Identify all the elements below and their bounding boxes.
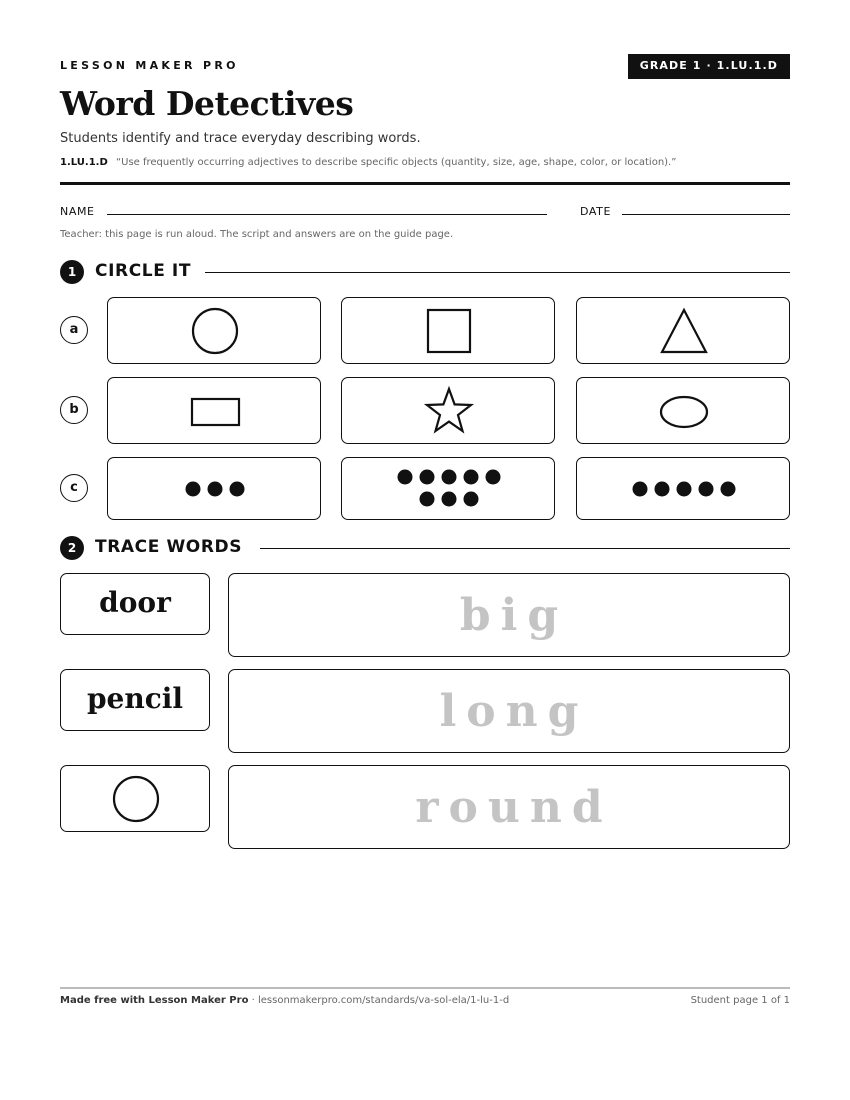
section-number: 2 <box>60 536 84 560</box>
three-dots-icon <box>108 458 322 521</box>
trace-box[interactable] <box>228 765 790 849</box>
header-divider <box>60 182 790 185</box>
circle-icon <box>108 298 322 365</box>
triangle-icon <box>577 298 791 365</box>
footer-divider <box>60 987 790 989</box>
rectangle-icon <box>108 378 322 445</box>
option-triangle[interactable] <box>576 297 790 364</box>
prompt-picture-box <box>60 765 210 832</box>
trace-word: big <box>459 590 569 641</box>
trace-word: long <box>439 686 589 737</box>
eight-dots-icon <box>342 458 556 521</box>
standard-code: 1.LU.1.D <box>60 157 108 168</box>
oval-icon <box>577 378 791 445</box>
name-label: NAME <box>60 205 95 218</box>
row-letter-c: c <box>60 474 88 502</box>
standard-line <box>60 157 676 168</box>
prompt-word: pencil <box>86 682 184 715</box>
worksheet-page <box>60 0 790 1100</box>
footer-credit <box>60 995 509 1006</box>
section-title: CIRCLE IT <box>95 261 192 281</box>
row-letter-b: b <box>60 396 88 424</box>
section-trace-words-header <box>60 536 790 560</box>
name-field[interactable] <box>107 214 547 215</box>
section-rule <box>205 272 790 273</box>
teacher-note: Teacher: this page is run aloud. The script and answers are on the guide page. <box>60 229 454 240</box>
footer-made-with: Made free with Lesson Maker Pro <box>60 995 249 1006</box>
five-dots-icon <box>577 458 791 521</box>
star-icon <box>342 378 556 445</box>
date-label: DATE <box>580 205 612 218</box>
prompt-word-box <box>60 573 210 635</box>
prompt-word-box <box>60 669 210 731</box>
footer-url[interactable]: · lessonmakerpro.com/standards/va-sol-ela/1-lu-1-d <box>248 995 510 1006</box>
footer-page-info: Student page 1 of 1 <box>690 995 790 1006</box>
date-field[interactable] <box>622 214 790 215</box>
brand-name: LESSON MAKER PRO <box>60 59 239 72</box>
prompt-word: door <box>99 586 171 619</box>
circle-icon <box>61 766 211 833</box>
page-subtitle: Students identify and trace everyday describing words. <box>60 131 421 146</box>
section-title: TRACE WORDS <box>95 537 243 557</box>
section-rule <box>260 548 790 549</box>
option-circle[interactable] <box>107 297 321 364</box>
option-oval[interactable] <box>576 377 790 444</box>
option-rectangle[interactable] <box>107 377 321 444</box>
option-square[interactable] <box>341 297 555 364</box>
option-dots-5[interactable] <box>576 457 790 520</box>
option-dots-3[interactable] <box>107 457 321 520</box>
square-icon <box>342 298 556 365</box>
option-star[interactable] <box>341 377 555 444</box>
grade-badge: GRADE 1 · 1.LU.1.D <box>628 54 790 79</box>
trace-box[interactable] <box>228 573 790 657</box>
section-number: 1 <box>60 260 84 284</box>
trace-word: round <box>415 782 613 833</box>
option-dots-8[interactable] <box>341 457 555 520</box>
standard-text: “Use frequently occurring adjectives to describe specific objects (quantity, size, age, shape, color, or location).” <box>115 157 677 168</box>
page-title: Word Detectives <box>60 84 354 123</box>
row-letter-a: a <box>60 316 88 344</box>
trace-box[interactable] <box>228 669 790 753</box>
section-circle-it-header <box>60 260 790 284</box>
